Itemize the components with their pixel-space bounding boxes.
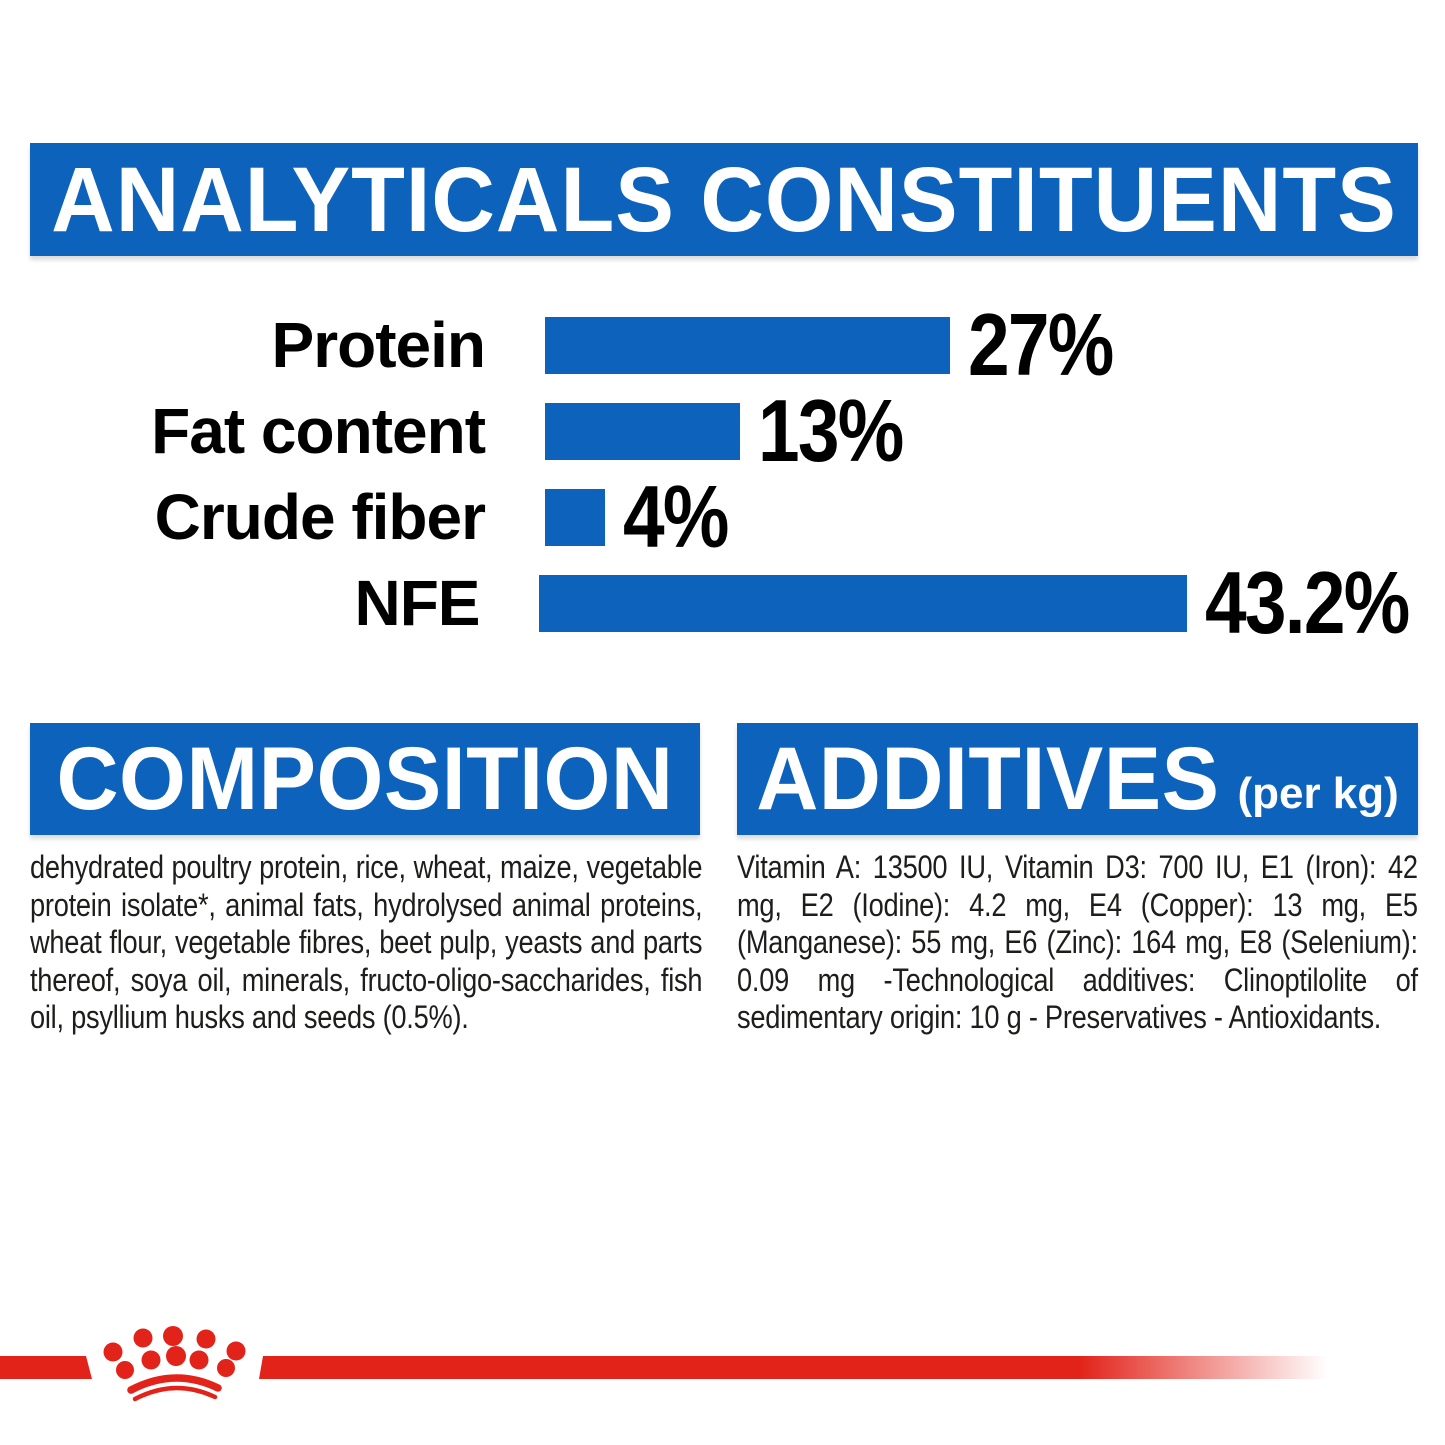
bar <box>545 317 950 374</box>
chart-row <box>0 467 1445 566</box>
additives-text: Vitamin A: 13500 IU, Vitamin D3: 700 IU, E1 (Iron): 42 mg, E2 (Iodine): 4.2 mg, E4 (Copper): 13 mg, E5 (Manganese): 55 mg, E6 (Zinc): 164 mg, E8 (Selenium): 0.09 mg -Technological additives: Clinoptilolite of sedimentary origin: 10 g - Preservatives - Antioxidants. <box>737 849 1418 1035</box>
composition-banner <box>30 723 700 835</box>
additives-unit-note: (per kg) <box>1237 768 1399 818</box>
composition-title: COMPOSITION <box>56 728 674 829</box>
chart-row <box>0 381 1445 480</box>
bar <box>545 403 740 460</box>
bar-label: Fat content <box>151 395 485 467</box>
bar-value: 4% <box>623 467 728 566</box>
bar-label: Crude fiber <box>154 481 485 553</box>
chart-row <box>0 295 1445 394</box>
additives-heading-group <box>756 730 1399 829</box>
red-band-right <box>259 1356 1338 1379</box>
bar-value: 13% <box>758 381 903 480</box>
additives-title: ADDITIVES <box>756 728 1220 829</box>
additives-banner <box>737 723 1418 835</box>
bar-chart <box>0 295 1445 652</box>
composition-text: dehydrated poultry protein, rice, wheat, maize, vegetable protein isolate*, animal fats, hydrolysed animal proteins, wheat flour, vegetable fibres, beet pulp, yeasts and parts thereof, soya oil, minerals, fructo-oligo-saccharides, fish oil, psyllium husks and seeds (0.5%). <box>30 849 703 1035</box>
bar <box>539 575 1187 632</box>
analyticals-title: ANALYTICALS CONSTITUENTS <box>51 147 1397 251</box>
red-band-left <box>0 1356 92 1379</box>
chart-row <box>0 553 1445 652</box>
bar <box>545 489 605 546</box>
analyticals-banner <box>30 143 1418 256</box>
bar-value: 43.2% <box>1205 553 1410 652</box>
bar-label: NFE <box>354 567 480 639</box>
bar-value: 27% <box>968 295 1113 394</box>
bar-label: Protein <box>271 309 485 381</box>
royal-canin-crown-icon <box>100 1323 250 1405</box>
